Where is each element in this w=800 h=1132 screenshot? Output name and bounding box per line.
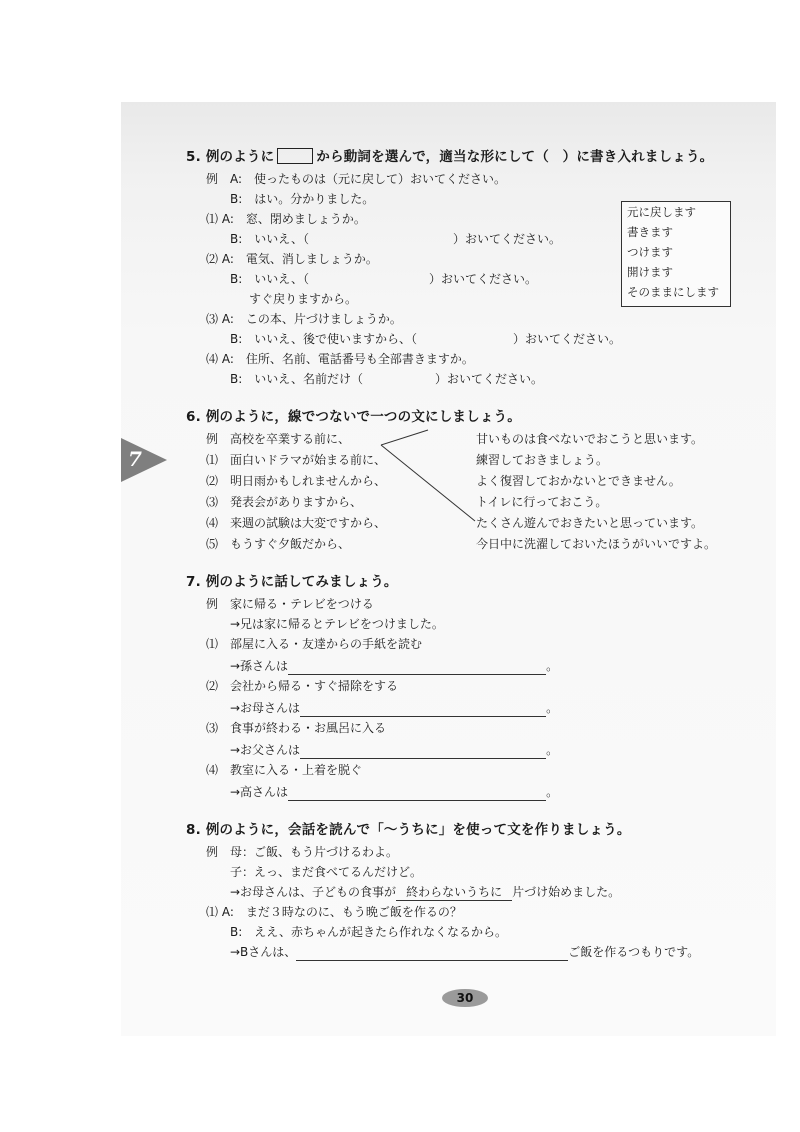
q7-item3-answer: →お父さんは <box>230 743 301 757</box>
q7-item2-prompt: ⑵ 会社から帰る・すぐ掃除をする <box>206 679 399 693</box>
q5-item4-a: ⑷ A: 住所、名前、電話番号も全部書きますか。 <box>206 352 474 366</box>
end-mark: 。 <box>546 701 559 715</box>
q8-example-fill: 終わらないうちに <box>396 884 512 901</box>
answer-blank <box>288 784 546 801</box>
q6-right-item: トイレに行っておこう。 <box>476 495 608 509</box>
q6-right-item: よく復習しておかないとできません。 <box>476 474 681 488</box>
q5-heading-part2: から動詞を選んで，適当な形にして（ ）に書き入れましょう。 <box>316 149 714 165</box>
word-box-item: 開けます <box>627 265 673 279</box>
q6-right-item: 練習しておきましょう。 <box>476 453 609 467</box>
q7-example-answer: →兄は家に帰るとテレビをつけました。 <box>230 617 444 631</box>
answer-blank <box>300 742 546 759</box>
q7-heading: 7. 例のように話してみましょう。 <box>186 574 398 590</box>
q7-item1-answer-line <box>230 658 558 675</box>
q6-right-item: 甘いものは食べないでおこうと思います。 <box>476 432 704 446</box>
q6-heading: 6. 例のように，線でつないで一つの文にしましょう。 <box>186 409 521 425</box>
word-box-item: 書きます <box>627 225 673 239</box>
q7-item4-answer-line <box>230 784 558 801</box>
connector-line-top <box>381 430 428 445</box>
end-mark: 。 <box>546 743 559 757</box>
q7-item2-answer-line <box>230 700 558 717</box>
q5-example-a: 例 A: 使ったものは（元に戻して）おいてください。 <box>206 172 507 186</box>
q5-item3-b: B: いいえ、後で使いますから、（ ）おいてください。 <box>230 332 621 346</box>
q6-left-example: 例 高校を卒業する前に、 <box>206 432 351 446</box>
q7-item4-prompt: ⑷ 教室に入る・上着を脱ぐ <box>206 763 363 777</box>
q6-left-item: ⑶ 発表会がありますから、 <box>206 495 363 509</box>
q5-item2-b: B: いいえ、（ ）おいてください。 <box>230 272 537 286</box>
word-box-item: 元に戻します <box>627 205 696 219</box>
q5-item3-a: ⑶ A: この本、片づけましょうか。 <box>206 312 402 326</box>
q6-left-item: ⑴ 面白いドラマが始まる前に、 <box>206 453 387 467</box>
q7-item1-prompt: ⑴ 部屋に入る・友達からの手紙を読む <box>206 637 423 651</box>
answer-blank <box>296 944 568 961</box>
q6-left-item: ⑸ もうすぐ夕飯だから、 <box>206 537 351 551</box>
q6-left-item: ⑵ 明日雨かもしれませんから、 <box>206 474 387 488</box>
q6-right-item: 今日中に洗濯しておいたほうがいいですよ。 <box>476 537 717 551</box>
q5-item2-a: ⑵ A: 電気、消しましょうか。 <box>206 252 378 266</box>
answer-blank <box>288 658 546 675</box>
q7-item3-prompt: ⑶ 食事が終わる・お風呂に入る <box>206 721 387 735</box>
end-mark: 。 <box>546 785 559 799</box>
q8-item1-c-pre: →Bさんは、 <box>230 945 297 959</box>
answer-blank <box>300 700 546 717</box>
q8-example-b: 子：えっ、まだ食べてるんだけど。 <box>230 865 423 879</box>
word-box-item: つけます <box>627 245 673 259</box>
q8-example-c <box>230 884 620 901</box>
q7-example-prompt: 例 家に帰る・テレビをつける <box>206 597 374 611</box>
end-mark: 。 <box>546 659 559 673</box>
q7-item2-answer: →お母さんは <box>230 701 301 715</box>
q7-item3-answer-line <box>230 742 558 759</box>
q5-item1-b: B: いいえ、（ ）おいてください。 <box>230 232 561 246</box>
q7-item1-answer: →孫さんは <box>230 659 289 673</box>
q8-example-a: 例 母：ご飯、もう片づけるわよ。 <box>206 845 399 859</box>
q8-example-c-post: 片づけ始めました。 <box>512 885 621 899</box>
q8-item1-c <box>230 944 699 961</box>
q8-item1-c-post: ご飯を作るつもりです。 <box>568 945 700 959</box>
q7-item4-answer: →高さんは <box>230 785 289 799</box>
q8-item1-b: B: ええ、赤ちゃんが起きたら作れなくなるから。 <box>230 925 507 939</box>
q8-example-c-pre: →お母さんは、子どもの食事が <box>230 885 397 899</box>
q8-item1-a: ⑴ A: まだ３時なのに、もう晩ご飯を作るの？ <box>206 905 462 919</box>
q5-item4-b: B: いいえ、名前だけ（ ）おいてください。 <box>230 372 543 386</box>
q5-item1-a: ⑴ A: 窓、閉めましょうか。 <box>206 212 366 226</box>
page-number: 30 <box>442 989 488 1007</box>
connector-line-diagonal <box>381 445 475 521</box>
q5-item2-c: すぐ戻りますから。 <box>249 292 358 306</box>
chapter-tab-number: 7 <box>128 447 142 471</box>
word-box-item: そのままにします <box>627 285 719 299</box>
q6-right-item: たくさん遊んでおきたいと思っています。 <box>476 516 704 530</box>
q8-heading: 8. 例のように，会話を読んで「～うちに」を使って文を作りましょう。 <box>186 822 631 838</box>
q6-left-item: ⑷ 来週の試験は大変ですから、 <box>206 516 387 530</box>
q5-heading-part1: 5. 例のように <box>186 149 275 165</box>
q5-example-b: B: はい。分かりました。 <box>230 192 375 206</box>
